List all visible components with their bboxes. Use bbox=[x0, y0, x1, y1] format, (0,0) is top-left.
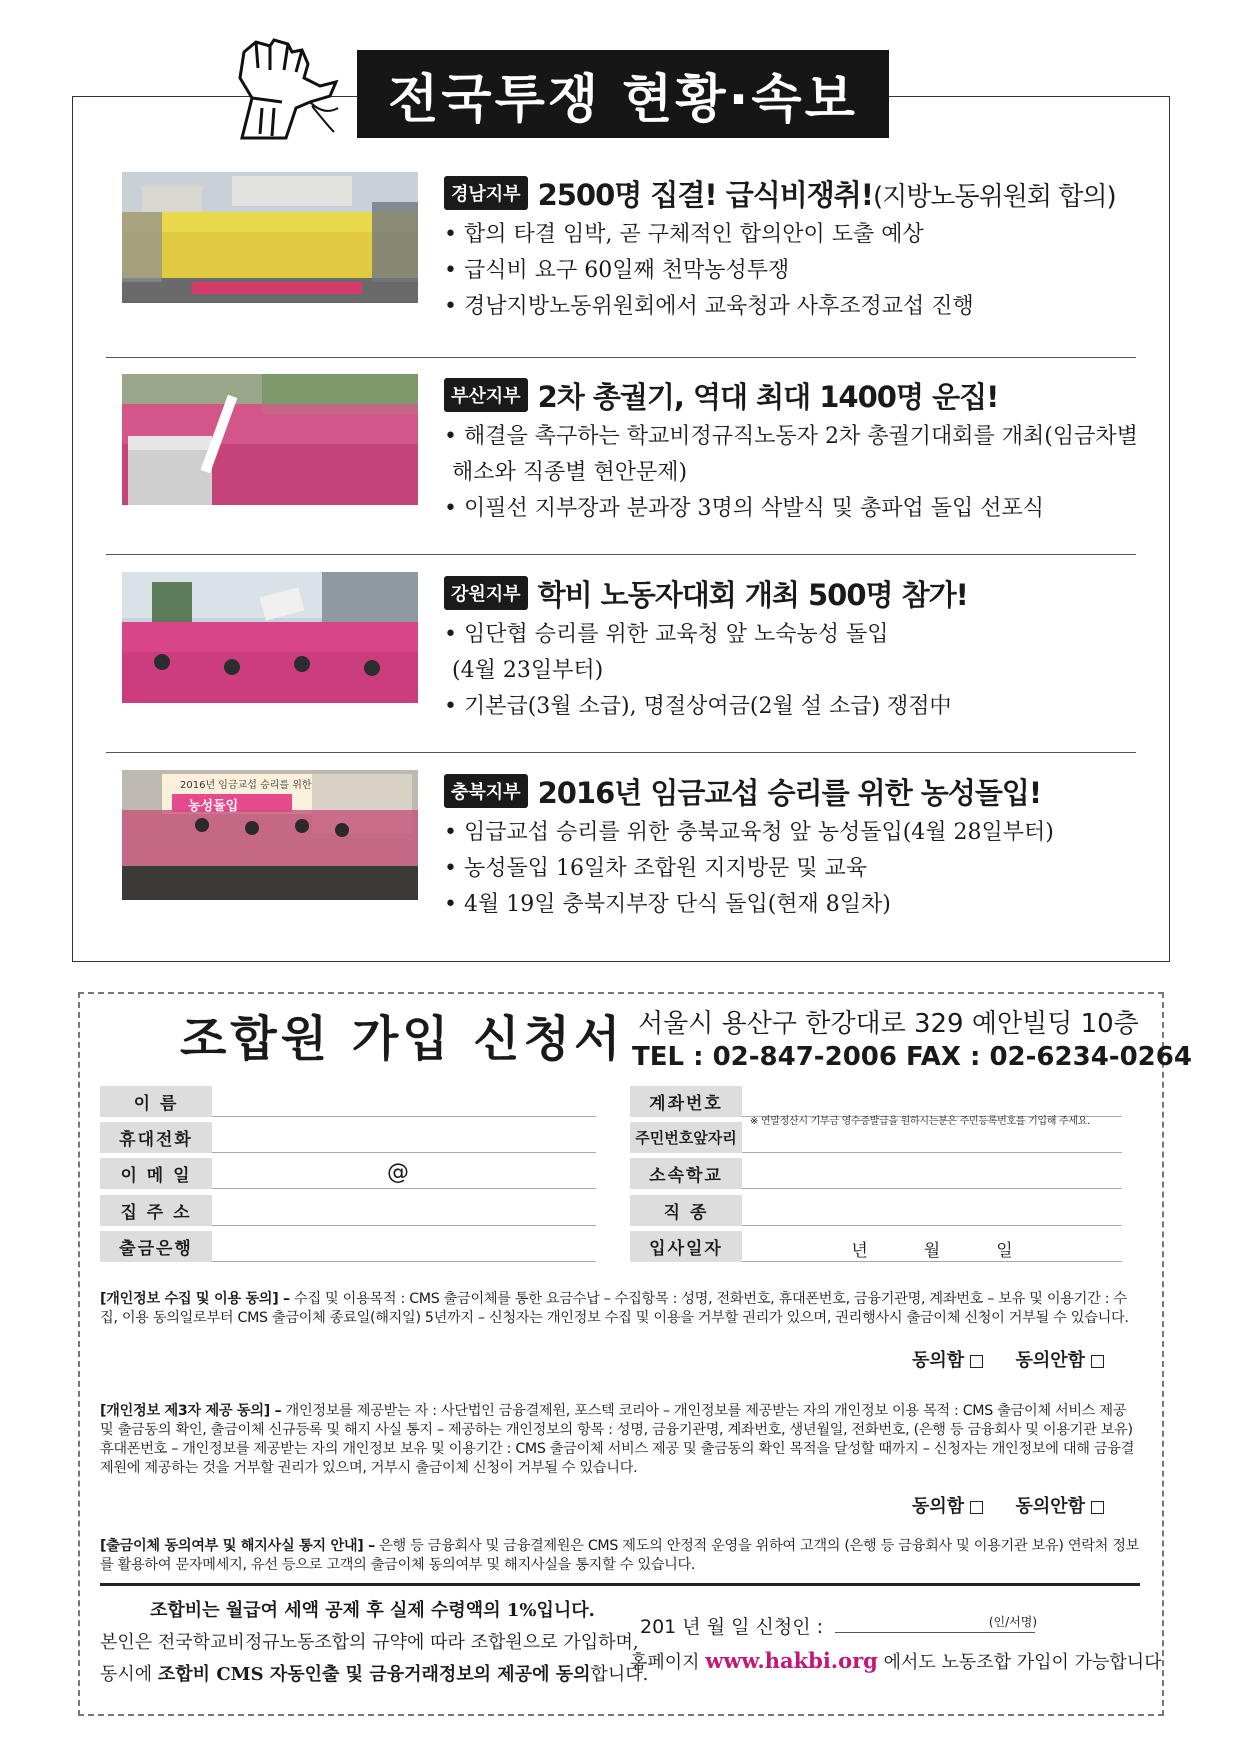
day-label: 일 bbox=[996, 1241, 1013, 1261]
union-phone-fax: TEL : 02-847-2006 FAX : 02-6234-0264 bbox=[632, 1042, 1192, 1072]
checkbox[interactable] bbox=[1091, 1501, 1104, 1514]
field-label: 집 주 소 bbox=[100, 1195, 212, 1226]
agree-option[interactable]: 동의함 bbox=[912, 1350, 983, 1371]
bullet-list bbox=[444, 815, 1144, 923]
bullet-item: • 해결을 촉구하는 학교비정규직노동자 2차 총궐기대회를 개최(임금차별 bbox=[444, 424, 1138, 449]
photo-banner-text: 2016년 임금교섭 승리를 위한 bbox=[180, 780, 312, 791]
bullet-list bbox=[444, 217, 1144, 325]
consent-text: 은행 등 금융회사 및 금융결제원은 CMS 제도의 안정적 운영을 위하여 고객의 (은행 등 금융회사 및 이용기관 보유) 연락처 정보를 활용하여 문자메세지, 유선 등으로 고객의 출금이체 동의여부 및 해지사실을 통지할 수 있습니다. bbox=[100, 1538, 1140, 1573]
field-label: 소속학교 bbox=[630, 1158, 742, 1189]
bullet-item: 해소와 직종별 현안문제) bbox=[452, 460, 688, 485]
field-label: 직 종 bbox=[630, 1195, 742, 1226]
consent-notice bbox=[100, 1537, 1140, 1575]
school-input[interactable] bbox=[742, 1158, 1122, 1189]
bullet-list bbox=[444, 617, 1144, 725]
photo-banner-text: 농성돌입 bbox=[188, 799, 239, 814]
seal-label: (인/서명) bbox=[988, 1615, 1038, 1629]
consent2-options bbox=[912, 1492, 1104, 1518]
field-label: 휴대전화 bbox=[100, 1122, 212, 1153]
news-body bbox=[444, 770, 1144, 923]
homepage-link[interactable]: www.hakbi.org bbox=[705, 1648, 878, 1673]
divider bbox=[106, 357, 1136, 358]
news-photo bbox=[122, 572, 418, 703]
region-badge: 부산지부 bbox=[444, 378, 528, 412]
field-label: 출금은행 bbox=[100, 1231, 212, 1262]
signature-line bbox=[640, 1612, 1038, 1639]
consent-text: 수집 및 이용목적 : CMS 출금이체를 통한 요금수납 – 수집항목 : 성명, 전화번호, 휴대폰번호, 금융기관명, 계좌번호 – 보유 및 이용기간 : 수집, 이용 동의일로부터 CMS 출금이체 종료일(해지일) 5년까지 – 신청자는 개인정보 수집 및 이용을 거부할 권리가 있으며, 권리행사시 출금이체 신청이 거부될 수 있습니다. bbox=[100, 1291, 1129, 1326]
resident-number-note: ※ 연말정산시 기부금 영수증발급을 원하시는분은 주민등록번호를 기입해 주세요. bbox=[750, 1116, 1090, 1127]
bullet-item: • 임급교섭 승리를 위한 충북교육청 앞 농성돌입(4월 28일부터) bbox=[444, 820, 1054, 845]
headline: 2500명 집결! 급식비쟁취!(지방노동위원회 합의) bbox=[537, 177, 1116, 212]
bullet-item: • 합의 타결 임박, 곧 구체적인 합의안이 도출 예상 bbox=[444, 222, 924, 247]
news-photo bbox=[122, 770, 418, 900]
bank-field[interactable] bbox=[100, 1231, 596, 1262]
hire-date-field[interactable] bbox=[630, 1231, 1122, 1262]
sign-date-label: 201 년 월 일 신청인 : bbox=[640, 1616, 823, 1638]
bullet-item: • 기본급(3월 소급), 명절상여금(2월 설 소급) 쟁점中 bbox=[444, 694, 952, 719]
union-address: 서울시 용산구 한강대로 329 예안빌딩 10층 bbox=[638, 1009, 1139, 1039]
consent-title: [개인정보 수집 및 이용 동의] – bbox=[100, 1291, 290, 1307]
bullet-item: • 이필선 지부장과 분과장 3명의 삭발식 및 총파업 돌입 선포식 bbox=[444, 496, 1044, 521]
bullet-item: • 경남지방노동위원회에서 교육청과 사후조정교섭 진행 bbox=[444, 294, 974, 319]
agree-option[interactable]: 동의함 bbox=[912, 1496, 983, 1517]
mobile-field[interactable] bbox=[100, 1122, 596, 1153]
region-badge: 강원지부 bbox=[444, 576, 528, 610]
bullet-item: • 4월 19일 충북지부장 단식 돌입(현재 8일차) bbox=[444, 892, 891, 917]
headline: 2차 총궐기, 역대 최대 1400명 운집! bbox=[537, 379, 999, 414]
checkbox[interactable] bbox=[970, 1501, 983, 1514]
page-title-banner: 전국투쟁 현황·속보 bbox=[357, 50, 889, 138]
region-badge: 충북지부 bbox=[444, 774, 528, 808]
news-photo bbox=[122, 172, 418, 303]
checkbox[interactable] bbox=[1091, 1355, 1104, 1368]
bullet-item: • 농성돌입 16일차 조합원 지지방문 및 교육 bbox=[444, 856, 867, 881]
field-label: 주민번호앞자리 bbox=[630, 1122, 742, 1153]
bullet-item: (4월 23일부터) bbox=[452, 658, 604, 683]
region-badge: 경남지부 bbox=[444, 176, 528, 210]
news-body bbox=[444, 374, 1144, 527]
news-photo bbox=[122, 374, 418, 505]
headline: 2016년 임금교섭 승리를 위한 농성돌입! bbox=[537, 775, 1042, 810]
news-body bbox=[444, 572, 1144, 725]
address-input[interactable] bbox=[212, 1195, 596, 1226]
disagree-option[interactable]: 동의안함 bbox=[1015, 1350, 1104, 1371]
divider bbox=[106, 554, 1136, 555]
field-label: 이 름 bbox=[100, 1086, 212, 1117]
bullet-item: • 급식비 요구 60일째 천막농성투쟁 bbox=[444, 258, 790, 283]
name-field[interactable] bbox=[100, 1086, 596, 1117]
consent1-options bbox=[912, 1346, 1104, 1372]
hire-date-input[interactable] bbox=[742, 1231, 1122, 1262]
school-field[interactable] bbox=[630, 1158, 1122, 1189]
pledge-text bbox=[100, 1595, 648, 1691]
bullet-list bbox=[444, 419, 1144, 527]
consent-third-party bbox=[100, 1402, 1140, 1478]
job-input[interactable] bbox=[742, 1195, 1122, 1226]
divider bbox=[100, 1583, 1140, 1586]
name-input[interactable] bbox=[212, 1086, 596, 1117]
news-body bbox=[444, 172, 1144, 325]
consent-title: [개인정보 제3자 제공 동의] – bbox=[100, 1403, 282, 1419]
dues-line: 조합비는 월급여 세액 공제 후 실제 수령액의 1%입니다. bbox=[150, 1600, 595, 1621]
mobile-input[interactable] bbox=[212, 1122, 596, 1153]
field-label: 계좌번호 bbox=[630, 1086, 742, 1117]
checkbox[interactable] bbox=[970, 1355, 983, 1368]
disagree-option[interactable]: 동의안함 bbox=[1015, 1496, 1104, 1517]
month-label: 월 bbox=[923, 1241, 941, 1261]
bullet-item: • 임단협 승리를 위한 교육청 앞 노숙농성 돌입 bbox=[444, 622, 889, 647]
field-label: 입사일자 bbox=[630, 1231, 742, 1262]
form-title: 조합원 가입 신청서 bbox=[180, 1011, 625, 1067]
pledge-line: 본인은 전국학교비정규노동조합의 규약에 따라 조합원으로 가입하며, bbox=[100, 1632, 639, 1653]
signature-input[interactable] bbox=[835, 1614, 1038, 1633]
consent-title: [출금이체 동의여부 및 해지사실 통지 안내] – bbox=[100, 1538, 375, 1554]
address-field[interactable] bbox=[100, 1195, 596, 1226]
email-input[interactable] bbox=[212, 1158, 596, 1189]
field-label: 이 메 일 bbox=[100, 1158, 212, 1189]
raised-fist-icon bbox=[212, 38, 342, 148]
homepage-note: 홈페이지 www.hakbi.org 에서도 노동조합 가입이 가능합니다 bbox=[630, 1648, 1162, 1673]
job-field[interactable] bbox=[630, 1195, 1122, 1226]
consent-text: 개인정보를 제공받는 자 : 사단법인 금융결제원, 포스텍 코리아 – 개인정보를 제공받는 자의 개인정보 이용 목적 : CMS 출금이체 서비스 제공 및 출금동의 확인, 출금이체 신규등록 및 해지 사실 통지 – 제공하는 개인정보의 항목 : 성명, 금융기관명, 계좌번호, 생년월일, 전화번호, (은행 등 금융회사 및 이용기관 보유)휴대폰번호 – 개인정보를 제공받는 자의 개인정보 보유 및 이용기간 : CMS 출금이체 서비스 제공 및 출금동의 확인 목적을 달성할 때까지 – 신청자는 개인정보에 대해 금융결제원에 제공하는 것을 거부할 권리가 있으며, 거부시 출금이체 신청이 거부될 수 있습니다. bbox=[100, 1403, 1135, 1476]
divider bbox=[106, 752, 1136, 753]
consent-personal-info bbox=[100, 1290, 1140, 1328]
at-sign: @ bbox=[387, 1160, 409, 1185]
email-field[interactable] bbox=[100, 1158, 596, 1189]
pledge-line: 동시에 조합비 CMS 자동인출 및 금융거래정보의 제공에 동의합니다. bbox=[100, 1664, 649, 1685]
headline: 학비 노동자대회 개최 500명 참가! bbox=[537, 577, 968, 612]
bank-input[interactable] bbox=[212, 1231, 596, 1262]
year-label: 년 bbox=[851, 1241, 868, 1261]
